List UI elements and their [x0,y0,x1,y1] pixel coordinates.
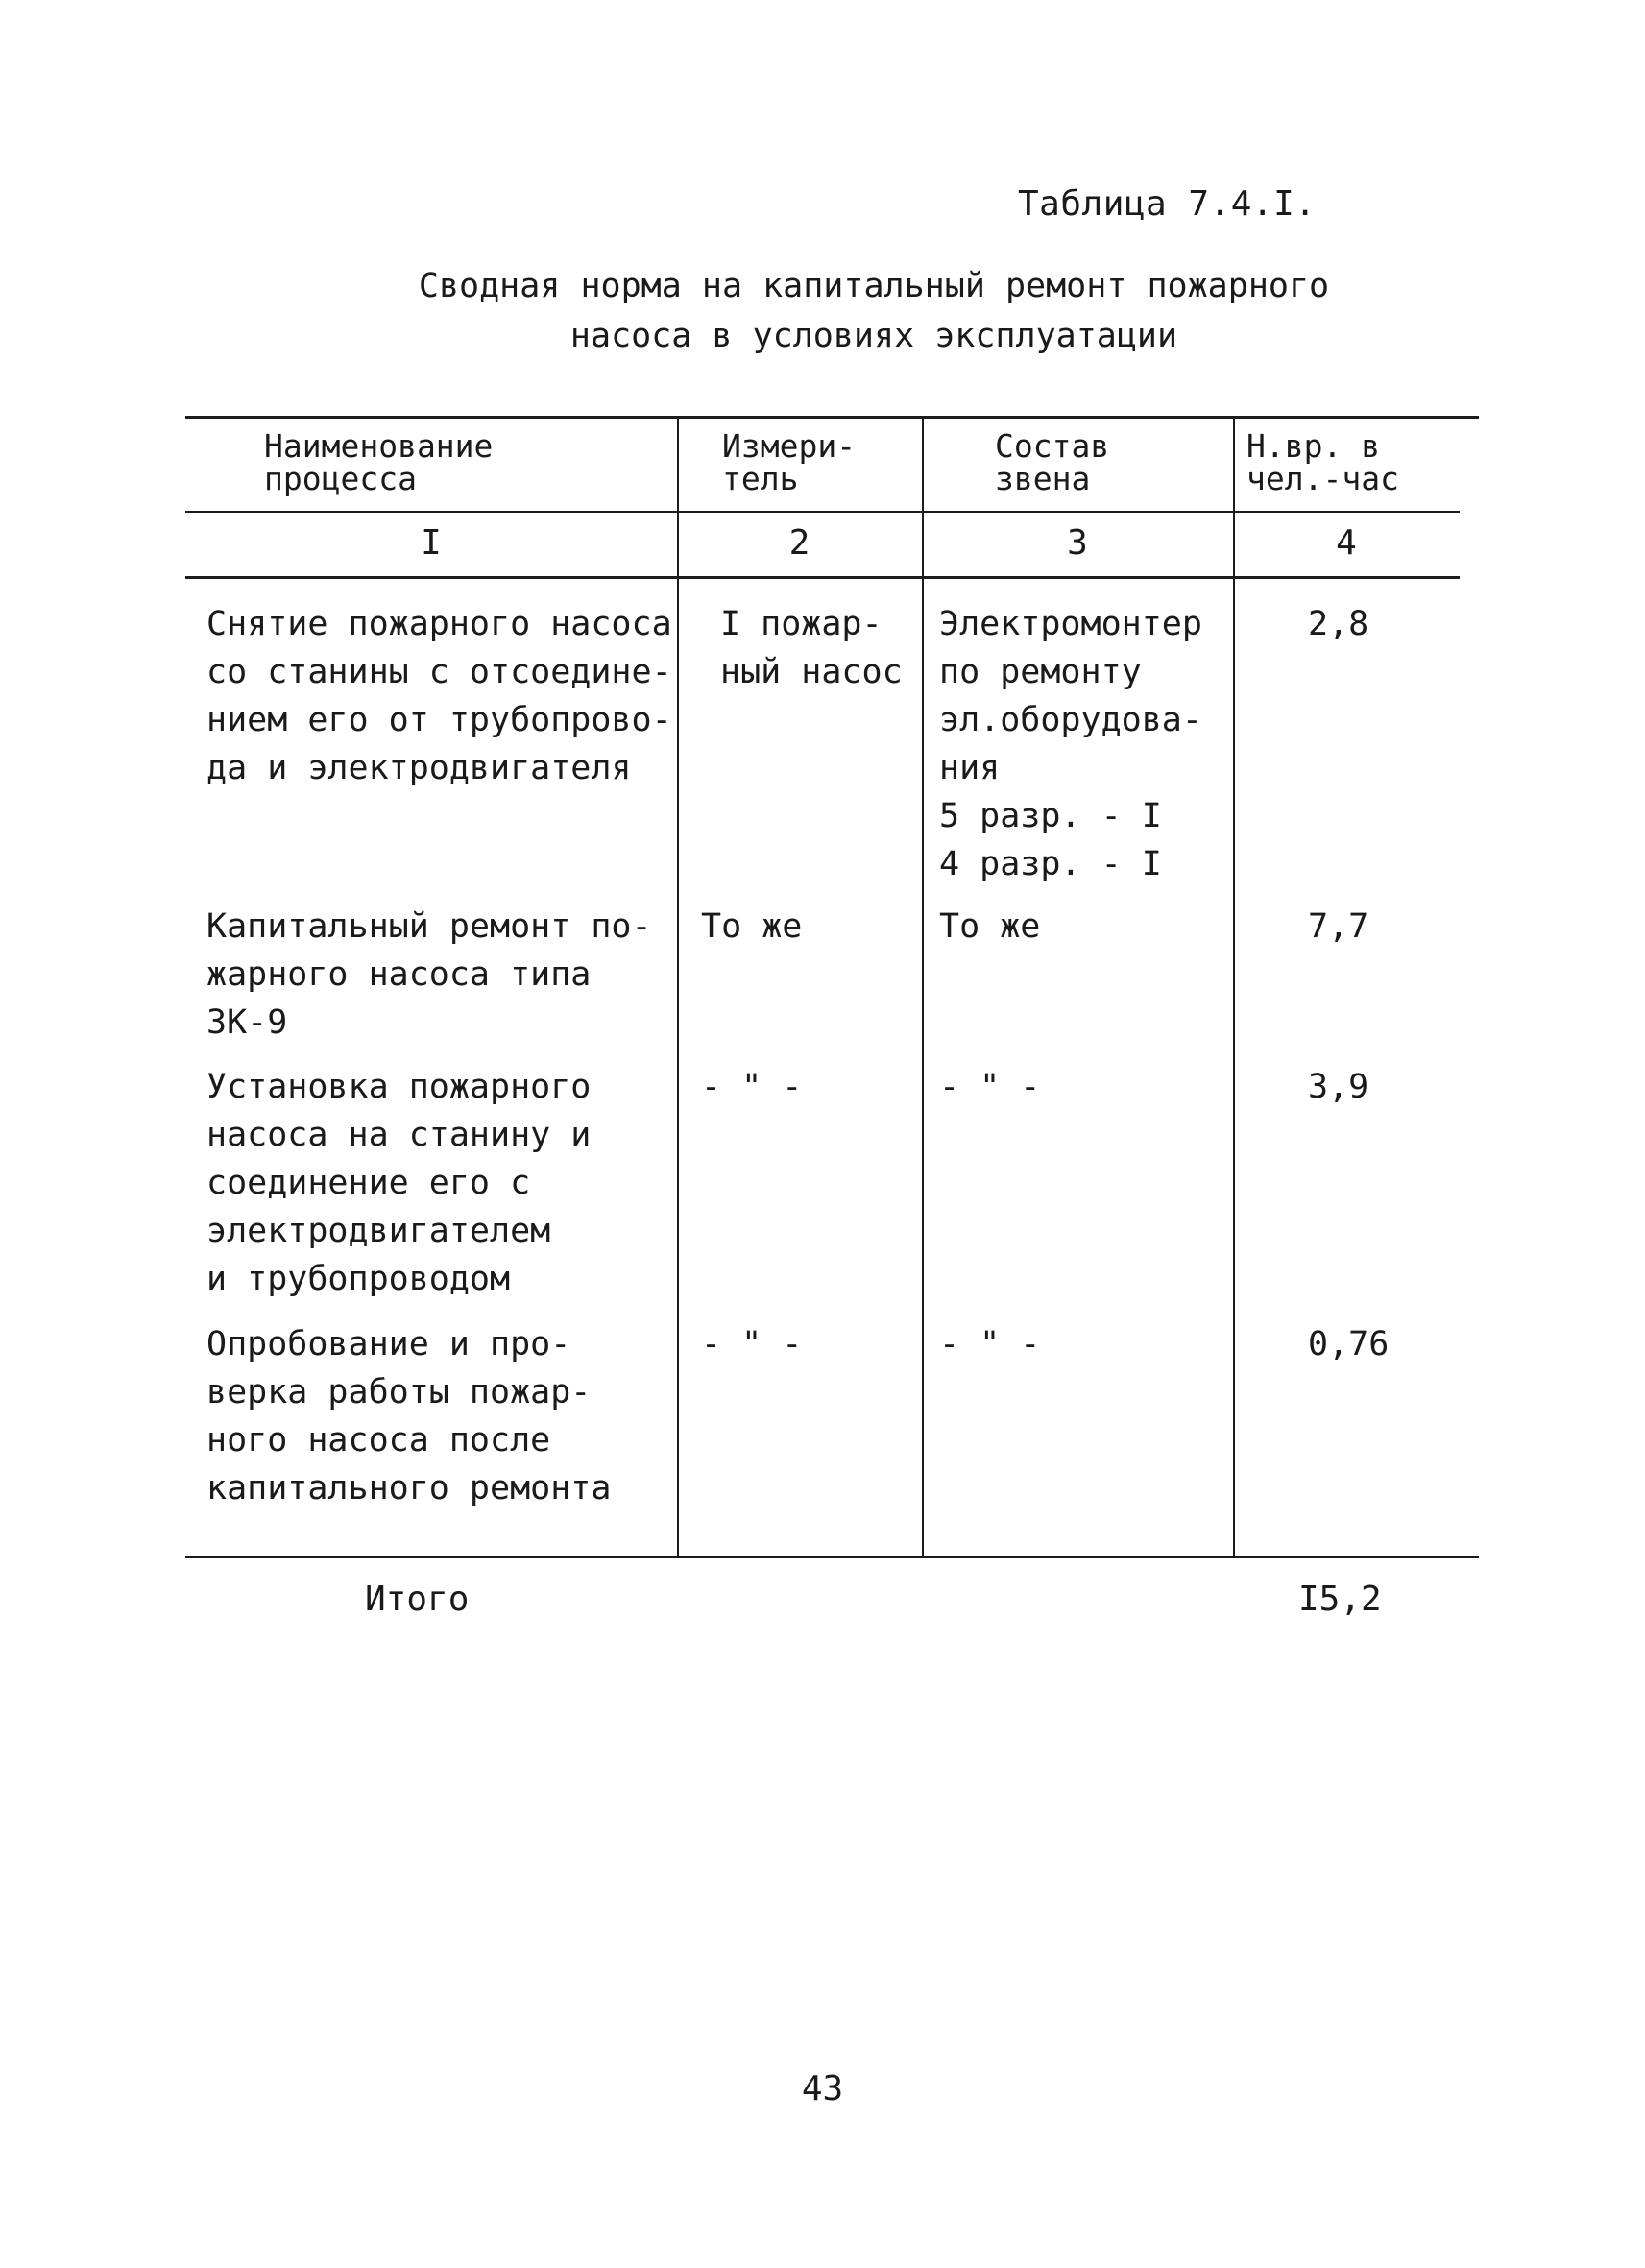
row-3-crew: - " - [939,1068,1041,1106]
total-value: I5,2 [1298,1580,1382,1619]
row-2-norm: 7,7 [1308,907,1369,946]
row-4-process: Опробование и про- верка работы пожар- ного насоса после капитального ремонта [206,1325,612,1508]
table-caption-line-1: Сводная норма на капитальный ремонт пожарного [418,267,1330,305]
header-unit: Измери- тель [722,427,857,497]
header-crew: Состав звена [995,427,1110,497]
table-bottom-rule [185,1556,1479,1558]
row-1-process: Снятие пожарного насоса со станины с отсоедине- нием его от трубопрово- да и электродвигателя [206,605,672,787]
row-1-norm: 2,8 [1308,605,1369,643]
header-bottom-rule [185,511,1460,513]
total-label: Итого [365,1580,470,1619]
row-2-unit: То же [701,907,803,946]
column-number-2: 2 [788,523,810,563]
column-number-3: 3 [1067,523,1088,563]
column-number-4: 4 [1336,523,1357,563]
row-1-crew: Электромонтер по ремонту эл.оборудова- ния 5 разр. - I 4 разр. - I [939,605,1202,883]
column-number-1: I [421,523,442,563]
row-4-unit: - " - [701,1325,803,1363]
row-1-unit: I пожар- ный насос [720,605,903,691]
column-divider-1 [677,416,679,1556]
page-number: 43 [801,2069,844,2109]
column-divider-2 [922,416,924,1556]
header-time-norm: Н.вр. в чел.-час [1246,427,1399,497]
row-2-crew: То же [939,907,1041,946]
row-3-process: Установка пожарного насоса на станину и соединение его с электродвигателем и трубопроводом [206,1068,592,1298]
row-3-norm: 3,9 [1308,1068,1369,1106]
column-numbers-rule [185,576,1460,579]
header-process-name: Наименование процесса [264,427,494,497]
table-caption-line-2: насоса в условиях эксплуатации [569,317,1178,355]
row-4-norm: 0,76 [1308,1325,1390,1363]
row-4-crew: - " - [939,1325,1041,1363]
row-2-process: Капитальный ремонт по- жарного насоса типа ЗК-9 [206,907,652,1042]
table-top-rule [185,416,1479,419]
column-divider-3 [1233,416,1235,1556]
row-3-unit: - " - [701,1068,803,1106]
table-label: Таблица 7.4.I. [1018,184,1317,224]
